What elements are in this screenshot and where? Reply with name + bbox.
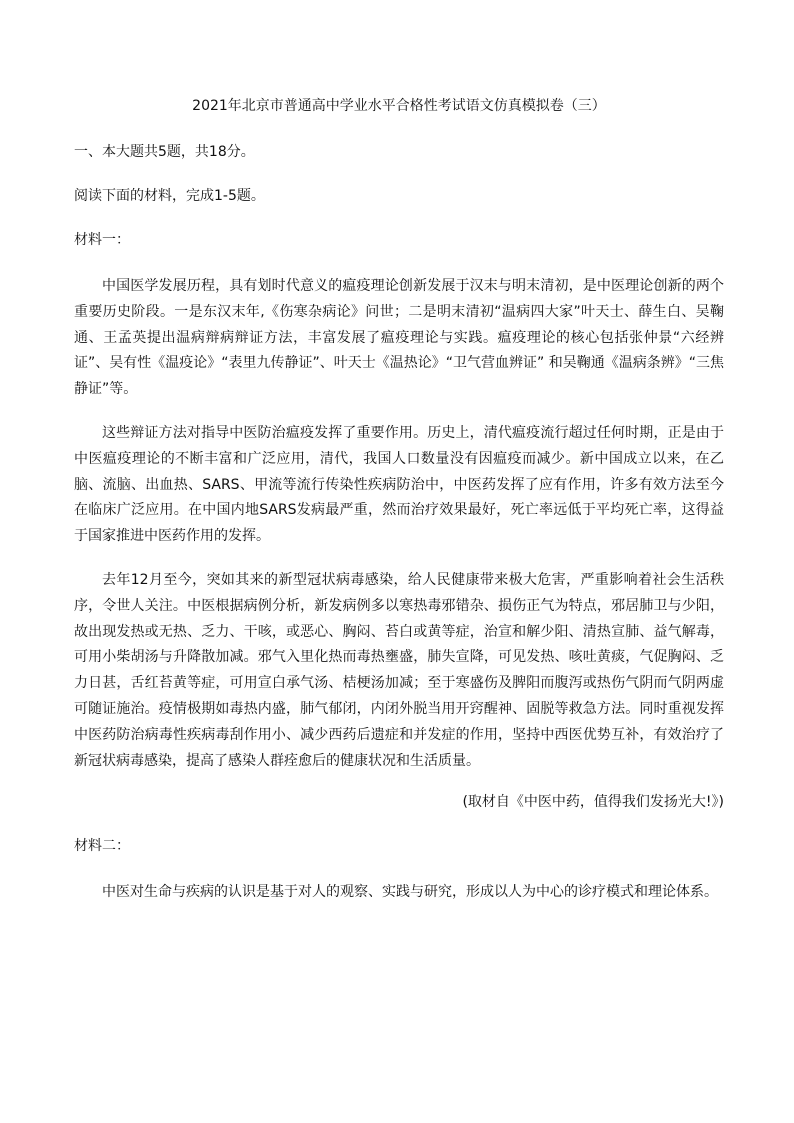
material1-paragraph-2: 这些辩证方法对指导中医防治瘟疫发挥了重要作用。历史上，清代瘟疫流行超过任何时期，正是由于中医瘟疫理论的不断丰富和广泛应用，清代，我国人口数量没有因瘟疫而减少。新中国成立以来，在乙脑、流脑、出血热、SARS、甲流等流行传染性疾病防治中，中医药发挥了应有作用，许多有效方法至今在临床广泛应用。在中国内地SARS发病最严重，然而治疗效果最好，死亡率远低于平均死亡率，这得益于国家推进中医药作用的发挥。 [74,424,724,545]
material1-source: (取材自《中医中药，值得我们发扬光大!》) [462,794,724,811]
material2-label: 材料二： [74,838,130,855]
material2-paragraph-1: 中医对生命与疾病的认识是基于对人的观察、实践与研究，形成以人为中心的诊疗模式和理论体系。 [102,884,718,901]
section-heading: 一、本大题共5题，共18分。 [74,144,255,160]
exam-page [74,96,724,924]
instruction-text: 阅读下面的材料，完成1-5题。 [74,188,265,204]
material1-paragraph-3: 去年12月至今，突如其来的新型冠状病毒感染，给人民健康带来极大危害，严重影响着社会生活秩序，令世人关注。中医根据病例分析，新发病例多以寒热毒邪错杂、损伤正气为特点，邪居肺卫与少阳，故出现发热或无热、乏力、干咳，或恶心、胸闷、苔白或黄等症，治宣和解少阳、清热宣肺、益气解毒，可用小柴胡汤与升降散加减。邪气入里化热而毒热壅盛，肺失宣降，可见发热、咳吐黄痰，气促胸闷、乏力日甚，舌红苔黄等症，可用宣白承气汤、桔梗汤加减；至于寒盛伤及脾阳而腹泻或热伤气阴而气阴两虚可随证施治。疫情极期如毒热内盛，肺气郁闭，内闭外脱当用开窍醒神、固脱等救急方法。同时重视发挥中医药防治病毒性疾病毒刮作用小、减少西药后遗症和并发症的作用，坚持中西医优势互补，有效治疗了新冠状病毒感染，提高了感染人群痊愈后的健康状况和生活质量。 [74,571,724,769]
material1-paragraph-1: 中国医学发展历程，具有划时代意义的瘟疫理论创新发展于汉末与明末清初，是中医理论创新的两个重要历史阶段。一是东汉末年,《伤寒杂病论》问世；二是明末清初“温病四大家”叶天士、薛生白、吴鞠通、王孟英提出温病辩病辩证方法，丰富发展了瘟疫理论与实践。瘟疫理论的核心包括张仲景“六经辨证”、吴有性《温疫论》“表里九传静证”、叶天士《温热论》“卫气营血辨证” 和吴鞠通《温病条辨》“三焦静证”等。 [74,278,724,398]
material1-label: 材料一： [74,232,130,248]
document-title: 2021年北京市普通高中学业水平合格性考试语文仿真模拟卷（三） [192,98,606,114]
